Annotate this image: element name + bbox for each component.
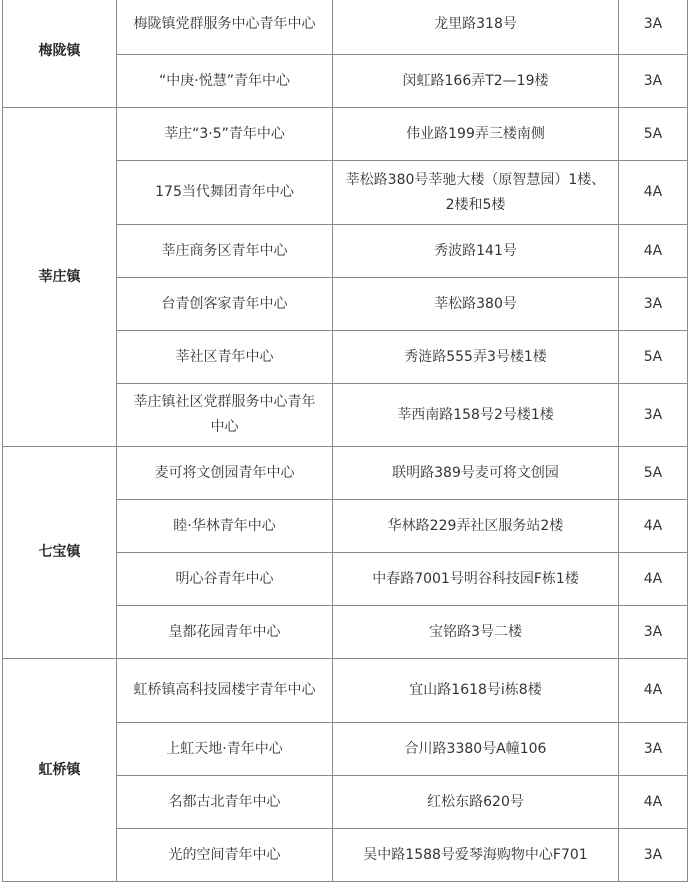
- address-cell: 秀涟路555弄3号楼1楼: [333, 331, 619, 384]
- level-cell: 5A: [619, 331, 688, 384]
- address-cell: 红松东路620号: [333, 776, 619, 829]
- level-cell: 4A: [619, 225, 688, 278]
- table-row: [3, 447, 688, 500]
- town-cell: 梅陇镇: [3, 0, 117, 108]
- level-cell: 4A: [619, 776, 688, 829]
- address-cell: 宜山路1618号i栋8楼: [333, 659, 619, 723]
- level-cell: 4A: [619, 500, 688, 553]
- center-name-cell: 175当代舞团青年中心: [117, 161, 333, 225]
- town-cell: 虹桥镇: [3, 659, 117, 882]
- center-name-cell: 麦可将文创园青年中心: [117, 447, 333, 500]
- center-name-cell: 梅陇镇党群服务中心青年中心: [117, 0, 333, 55]
- level-cell: 5A: [619, 447, 688, 500]
- address-cell: 吴中路1588号爱琴海购物中心F701: [333, 829, 619, 882]
- address-cell: 龙里路318号: [333, 0, 619, 55]
- center-name-cell: “中庚·悦慧”青年中心: [117, 55, 333, 108]
- center-name-cell: 虹桥镇高科技园楼宇青年中心: [117, 659, 333, 723]
- address-cell: 莘西南路158号2号楼1楼: [333, 384, 619, 447]
- table-row: [3, 108, 688, 161]
- address-cell: 莘松路380号: [333, 278, 619, 331]
- address-cell: 伟业路199弄三楼南侧: [333, 108, 619, 161]
- center-name-cell: 皇都花园青年中心: [117, 606, 333, 659]
- center-name-cell: 睦·华林青年中心: [117, 500, 333, 553]
- level-cell: 3A: [619, 829, 688, 882]
- level-cell: 3A: [619, 55, 688, 108]
- level-cell: 4A: [619, 161, 688, 225]
- level-cell: 3A: [619, 384, 688, 447]
- center-name-cell: 莘庄镇社区党群服务中心青年中心: [117, 384, 333, 447]
- address-cell: 合川路3380号A幢106: [333, 723, 619, 776]
- table-row: [3, 659, 688, 723]
- level-cell: 4A: [619, 553, 688, 606]
- level-cell: 5A: [619, 108, 688, 161]
- level-cell: 4A: [619, 659, 688, 723]
- center-name-cell: 光的空间青年中心: [117, 829, 333, 882]
- town-cell: 七宝镇: [3, 447, 117, 659]
- address-cell: 华林路229弄社区服务站2楼: [333, 500, 619, 553]
- town-cell: 莘庄镇: [3, 108, 117, 447]
- address-cell: 闵虹路166弄T2—19楼: [333, 55, 619, 108]
- level-cell: 3A: [619, 606, 688, 659]
- level-cell: 3A: [619, 0, 688, 55]
- table-row: [3, 0, 688, 55]
- center-name-cell: 明心谷青年中心: [117, 553, 333, 606]
- address-cell: 中春路7001号明谷科技园F栋1楼: [333, 553, 619, 606]
- center-name-cell: 莘庄商务区青年中心: [117, 225, 333, 278]
- center-name-cell: 上虹天地·青年中心: [117, 723, 333, 776]
- youth-center-table: [2, 0, 688, 882]
- center-name-cell: 莘社区青年中心: [117, 331, 333, 384]
- level-cell: 3A: [619, 278, 688, 331]
- center-name-cell: 台青创客家青年中心: [117, 278, 333, 331]
- center-name-cell: 名都古北青年中心: [117, 776, 333, 829]
- center-name-cell: 莘庄“3·5”青年中心: [117, 108, 333, 161]
- level-cell: 3A: [619, 723, 688, 776]
- address-cell: 秀波路141号: [333, 225, 619, 278]
- address-cell: 莘松路380号莘驰大楼（原智慧园）1楼、2楼和5楼: [333, 161, 619, 225]
- address-cell: 联明路389号麦可将文创园: [333, 447, 619, 500]
- address-cell: 宝铭路3号二楼: [333, 606, 619, 659]
